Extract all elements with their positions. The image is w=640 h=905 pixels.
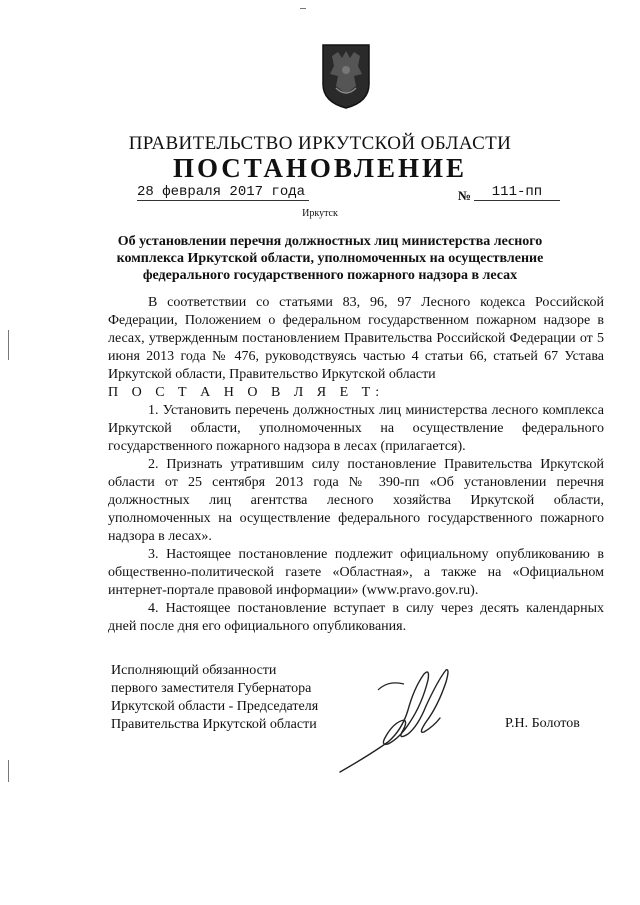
document-number: 111-пп [474, 184, 560, 201]
scan-mark [8, 330, 9, 360]
item-paragraph-3: 3. Настоящее постановление подлежит официальному опубликованию в общественно-политической газете «Областная», а также на «Официальном интернет-портале правовой информации» (www.pravo.gov.ru). [108, 547, 604, 598]
document-type: ПОСТАНОВЛЕНИЕ [172, 153, 468, 183]
signatory-title-line: первого заместителя Губернатора [111, 681, 312, 696]
signatory-title-line: Исполняющий обязанности [111, 663, 277, 678]
organization-title: ПРАВИТЕЛЬСТВО ИРКУТСКОЙ ОБЛАСТИ [128, 133, 512, 154]
signatory-title [111, 662, 318, 734]
document-body [108, 294, 604, 636]
item-paragraph-4: 4. Настоящее постановление вступает в силу через десять календарных дней после дня его официального опубликования. [108, 601, 604, 634]
signatory-name: Р.Н. Болотов [505, 716, 580, 731]
document-date: 28 февраля 2017 года [137, 184, 309, 201]
handwritten-signature [328, 660, 478, 780]
coat-of-arms-icon [320, 42, 372, 110]
scan-mark [300, 8, 306, 9]
number-label: № [458, 188, 472, 203]
signatory-title-line: Иркутской области - Председателя [111, 699, 319, 714]
signatory-title-line: Правительства Иркутской области [111, 717, 317, 732]
item-paragraph-1: 1. Установить перечень должностных лиц министерства лесного комплекса Иркутской области, уполномоченных на осуществление федерального государственного пожарного надзора в лесах (прилагается). [108, 403, 604, 454]
document-subject: Об установлении перечня должностных лиц министерства лесного комплекса Иркутской области, уполномоченных на осуществление федерального государственного пожарного надзора в лесах [116, 234, 544, 283]
scan-mark [8, 760, 9, 782]
preamble-paragraph: В соответствии со статьями 83, 96, 97 Лесного кодекса Российской Федерации, Положением о федеральном государственном пожарном надзоре в лесах, утвержденным постановлением Правительства Российской Федерации от 5 июня 2013 года № 476, руководствуясь частью 4 статьи 66, статьей 67 Устава Иркутской области, Правительство Иркутской области [108, 295, 604, 382]
document-city: Иркутск [302, 208, 338, 219]
item-paragraph-2: 2. Признать утратившим силу постановление Правительства Иркутской области от 25 сентября 2013 года № 390-пп «Об установлении перечня должностных лиц агентства лесного хозяйства Иркутской области, уполномоченных на осуществление федерального государственного пожарного надзора в лесах». [108, 457, 604, 544]
decree-heading: П О С Т А Н О В Л Я Е Т: [108, 385, 385, 400]
